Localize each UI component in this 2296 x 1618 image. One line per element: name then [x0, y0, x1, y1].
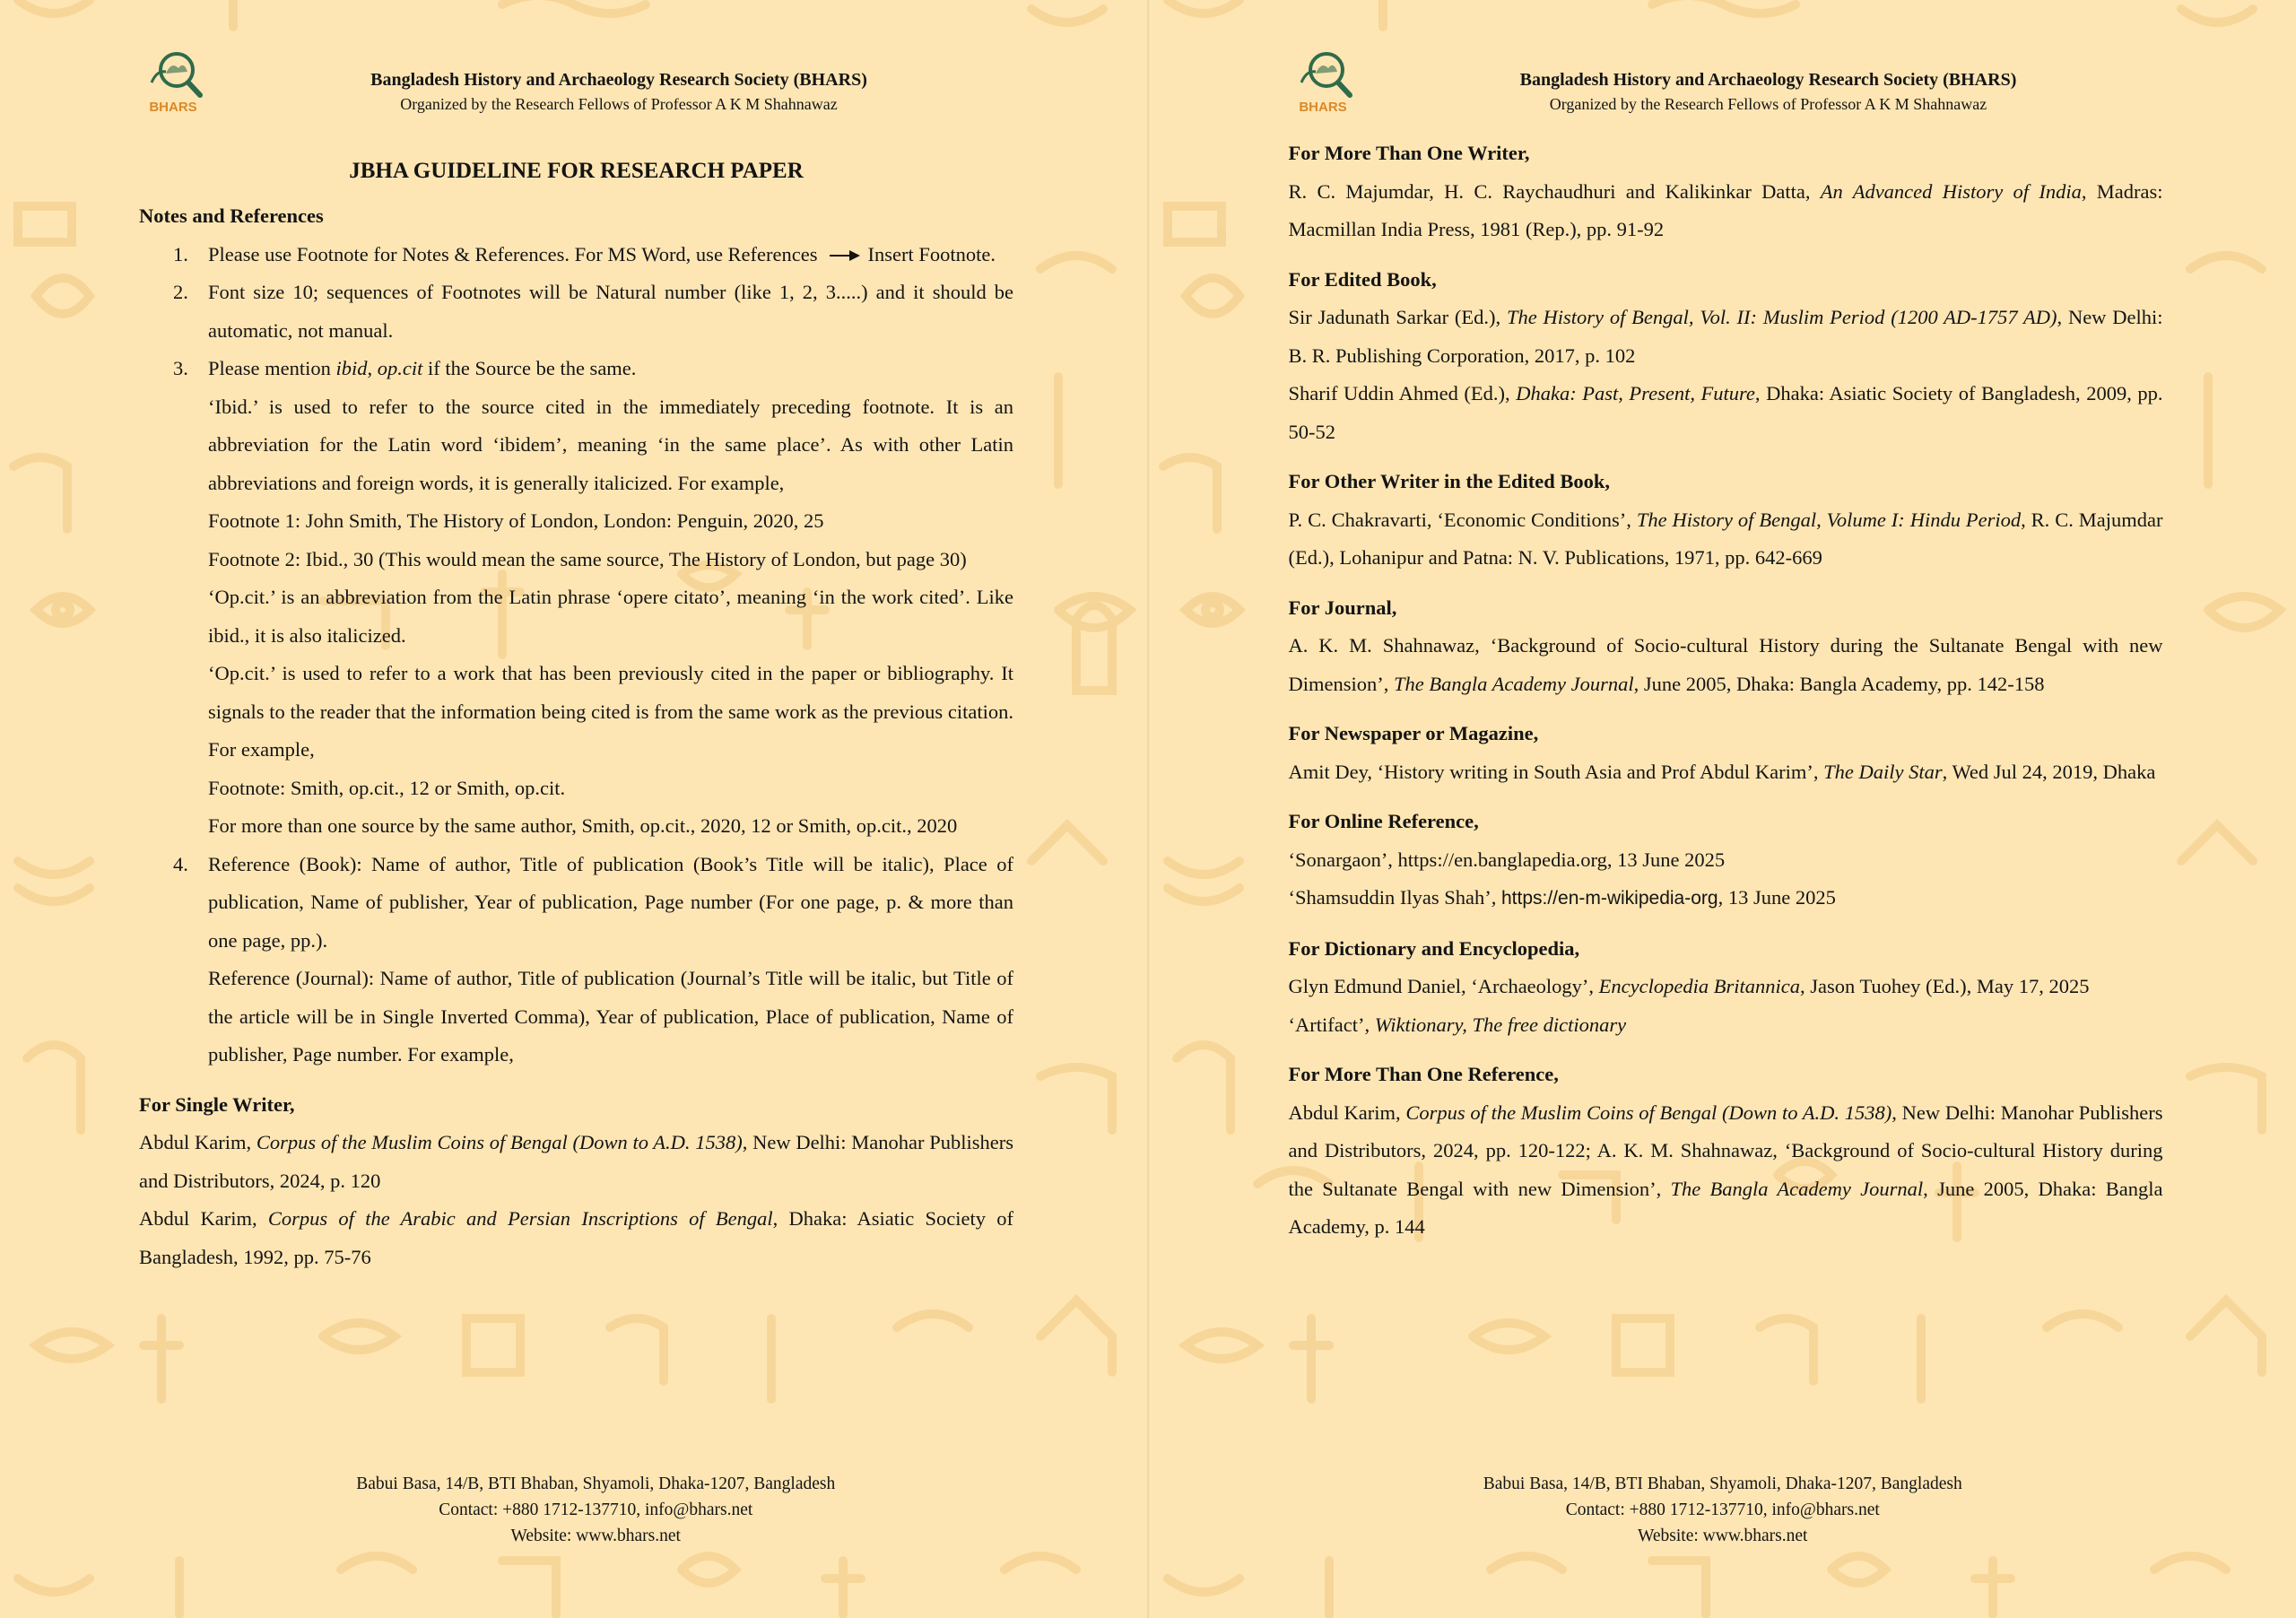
page-right: [1149, 0, 2296, 1618]
org-subtitle: Organized by the Research Fellows of Professor A K M Shahnawaz: [400, 95, 838, 113]
list-item: [139, 350, 1013, 388]
footer-contact: Contact: +880 1712-137710, info@bhars.net: [439, 1501, 753, 1519]
list-number: 3.: [173, 357, 188, 379]
org-subtitle: Organized by the Research Fellows of Professor A K M Shahnawaz: [1549, 95, 1987, 113]
edited-book-heading: For Edited Book,: [1288, 267, 1437, 291]
list-text: Font size 10; sequences of Footnotes will be Natural number (like 1, 2, 3.....) and it should be automatic, not manual.: [208, 281, 1013, 342]
footer-contact: Contact: +880 1712-137710, info@bhars.net: [1565, 1501, 1880, 1519]
svg-text:BHARS: BHARS: [149, 100, 197, 115]
org-name: Bangladesh History and Archaeology Research Society (BHARS): [370, 70, 867, 90]
list-text: Please use Footnote for Notes & References. For MS Word, use References: [208, 242, 818, 265]
ref-text: , Dhaka: Asiatic Society of Bangladesh, 1992, pp. 75-76: [139, 1207, 1013, 1268]
ref-text: Glyn Edmund Daniel, ‘Archaeology’,: [1288, 975, 1599, 997]
list-item: [139, 274, 1013, 350]
reference-entry: [1289, 1006, 2163, 1045]
ref-title: Wiktionary, The free dictionary: [1374, 1013, 1627, 1036]
org-name: Bangladesh History and Archaeology Research Society (BHARS): [1519, 70, 2017, 90]
ref-title: The Bangla Academy Journal: [1670, 1177, 1924, 1200]
opcit-explanation: ‘Op.cit.’ is used to refer to a work that has been previously cited in the paper or bibliography. It signals to the reader that the information being cited is from the same work as the previous citation. For example,: [208, 662, 1013, 761]
page-footer: [1150, 1471, 2296, 1549]
ref-text: , Dhaka: Asiatic Society of Bangladesh, 2009, pp. 50-52: [1288, 382, 2163, 443]
reference-entry: [1289, 501, 2163, 578]
reference-entry: [1289, 753, 2163, 792]
document-title: JBHA GUIDELINE FOR RESEARCH PAPER: [349, 159, 804, 183]
footnote-example: For more than one source by the same author, Smith, op.cit., 2020, 12 or Smith, op.cit., 2020: [208, 814, 958, 837]
opcit-term: op.cit: [377, 357, 423, 379]
ref-text: Abdul Karim,: [139, 1207, 268, 1230]
list-text: if the Source be the same.: [422, 357, 637, 379]
footnote-example: Footnote 1: John Smith, The History of London, London: Penguin, 2020, 25: [208, 509, 824, 532]
ref-text: A. K. M. Shahnawaz, ‘Background of Socio-cultural History during the Sultanate Bengal with new Dimension’,: [1288, 634, 2163, 695]
newspaper-heading: For Newspaper or Magazine,: [1288, 722, 1539, 744]
list-text: Please mention: [208, 357, 336, 379]
ref-text: Sharif Uddin Ahmed (Ed.),: [1288, 382, 1517, 404]
ibid-explanation: ‘Ibid.’ is used to refer to the source cited in the immediately preceding footnote. It is an abbreviation for the Latin word ‘ibidem’, meaning ‘in the same place’. As with other Latin abbreviations and foreign words, it is generally italicized. For example,: [208, 395, 1013, 494]
ref-text: , New Delhi: Manohar Publishers and Distributors, 2024, p. 120: [139, 1131, 1014, 1192]
more-writer-heading: For More Than One Writer,: [1288, 142, 1530, 164]
online-heading: For Online Reference,: [1288, 810, 1479, 832]
ref-title: The History of Bengal, Volume I: Hindu Period: [1636, 508, 2022, 531]
footer-address: Babui Basa, 14/B, BTI Bhaban, Shyamoli, Dhaka-1207, Bangladesh: [356, 1474, 836, 1493]
ref-title: Corpus of the Muslim Coins of Bengal (Down to A.D. 1538): [256, 1131, 743, 1153]
ref-text: , R. C. Majumdar (Ed.), Lohanipur and Patna: N. V. Publications, 1971, pp. 642-669: [1288, 508, 2163, 569]
reference-entry: [1289, 1094, 2163, 1247]
ref-text: Abdul Karim,: [139, 1131, 257, 1153]
guideline-list: [139, 236, 1013, 388]
ref-title: The History of Bengal, Vol. II: Muslim Period (1200 AD-1757 AD): [1506, 306, 2057, 328]
ref-text: , Madras: Macmillan India Press, 1981 (Rep.), pp. 91-92: [1288, 179, 2163, 240]
ref-title: Encyclopedia Britannica: [1598, 975, 1800, 997]
reference-entry: [1289, 173, 2163, 249]
footer-website: Website: www.bhars.net: [510, 1527, 681, 1545]
ref-text: P. C. Chakravarti, ‘Economic Conditions’,: [1288, 508, 1637, 531]
notes-heading: Notes and References: [139, 204, 324, 227]
footnote-example: Footnote: Smith, op.cit., 12 or Smith, op.cit.: [208, 776, 566, 799]
ref-text: , Jason Tuohey (Ed.), May 17, 2025: [1799, 975, 2090, 997]
reference-entry: [139, 1124, 1013, 1200]
list-text: Insert Footnote.: [867, 242, 996, 265]
reference-entry: ‘Sonargaon’, https://en.banglapedia.org, 13 June 2025: [1288, 848, 1726, 871]
ref-title: Corpus of the Muslim Coins of Bengal (Down to A.D. 1538): [1405, 1100, 1892, 1124]
letterhead: [1289, 43, 2186, 124]
ref-text: Amit Dey, ‘History writing in South Asia and Prof Abdul Karim’,: [1288, 760, 1824, 783]
more-reference-heading: For More Than One Reference,: [1288, 1063, 1559, 1085]
left-body: [139, 144, 1013, 1276]
list-number: 4.: [173, 852, 188, 875]
page-footer: [22, 1471, 1149, 1549]
ref-title: Dhaka: Past, Present, Future: [1516, 382, 1755, 404]
journal-reference-rule: Reference (Journal): Name of author, Title of publication (Journal’s Title will be italic, but Title of the article will be in Single Inverted Comma), Year of publication, Place of publication, Name of publisher, Page number. For example,: [208, 967, 1013, 1066]
ref-text: , 13 June 2025: [1718, 886, 1836, 909]
ref-text: , New Delhi: Manohar Publishers and Distributors, 2024, pp. 120-122; A. K. M. Shahnawaz, ‘Background of Socio-cultural History during the Sultanate Bengal with new Dimension’,: [1288, 1100, 2163, 1200]
ref-text: ‘Artifact’,: [1288, 1013, 1375, 1036]
list-text: ,: [367, 357, 378, 379]
footer-website: Website: www.bhars.net: [1638, 1527, 1808, 1545]
ref-text: R. C. Majumdar, H. C. Raychaudhuri and Kalikinkar Datta,: [1288, 179, 1821, 203]
ref-text: , Wed Jul 24, 2019, Dhaka: [1942, 760, 2156, 783]
dictionary-heading: For Dictionary and Encyclopedia,: [1288, 936, 1580, 960]
ref-text: Abdul Karim,: [1288, 1100, 1406, 1124]
reference-entry: [1289, 968, 2163, 1006]
footnote-example: Footnote 2: Ibid., 30 (This would mean the same source, The History of London, but page 30): [208, 547, 967, 570]
ref-text: , June 2005, Dhaka: Bangla Academy, p. 144: [1288, 1177, 2163, 1238]
other-writer-heading: For Other Writer in the Edited Book,: [1288, 470, 1611, 492]
ibid-term: ibid: [335, 357, 368, 379]
ref-text: , New Delhi: B. R. Publishing Corporation, 2017, p. 102: [1288, 306, 2163, 367]
reference-entry: [1289, 375, 2163, 451]
list-number: 1.: [173, 242, 188, 265]
ref-text: , June 2005, Dhaka: Bangla Academy, pp. 142-158: [1633, 672, 2045, 695]
ref-text: Sir Jadunath Sarkar (Ed.),: [1288, 306, 1507, 328]
list-number: 2.: [173, 281, 188, 303]
ref-title: The Daily Star: [1823, 760, 1943, 783]
arrow-right-icon: [830, 249, 862, 262]
list-item: [139, 236, 1013, 274]
opcit-explanation: ‘Op.cit.’ is an abbreviation from the Latin phrase ‘opere citato’, meaning ‘in the work cited’. Like ibid., it is also italicized.: [208, 586, 1013, 647]
ref-url: https://en-m-wikipedia-org: [1500, 888, 1718, 909]
ref-title: Corpus of the Arabic and Persian Inscriptions of Bengal: [267, 1207, 773, 1230]
right-body: [1289, 135, 2163, 1247]
ref-text: ‘Shamsuddin Ilyas Shah’,: [1288, 886, 1501, 909]
letterhead: [139, 43, 1036, 124]
list-item: [139, 846, 1013, 961]
list-text: Reference (Book): Name of author, Title of publication (Book’s Title will be italic), Place of publication, Name of publisher, Year of publication, Page number (For one page, p. & more than one page, pp.).: [208, 852, 1013, 952]
svg-text:BHARS: BHARS: [1298, 100, 1347, 115]
journal-heading: For Journal,: [1288, 596, 1397, 619]
reference-entry: [1289, 299, 2163, 375]
ref-title: The Bangla Academy Journal: [1394, 672, 1634, 695]
ref-title: An Advanced History of India: [1820, 179, 2082, 203]
reference-entry: [1289, 879, 2163, 918]
footer-address: Babui Basa, 14/B, BTI Bhaban, Shyamoli, Dhaka-1207, Bangladesh: [1483, 1474, 1962, 1493]
single-writer-heading: For Single Writer,: [139, 1092, 295, 1116]
reference-entry: [1289, 627, 2163, 703]
reference-entry: [139, 1200, 1013, 1276]
guideline-list-continued: [139, 846, 1013, 961]
